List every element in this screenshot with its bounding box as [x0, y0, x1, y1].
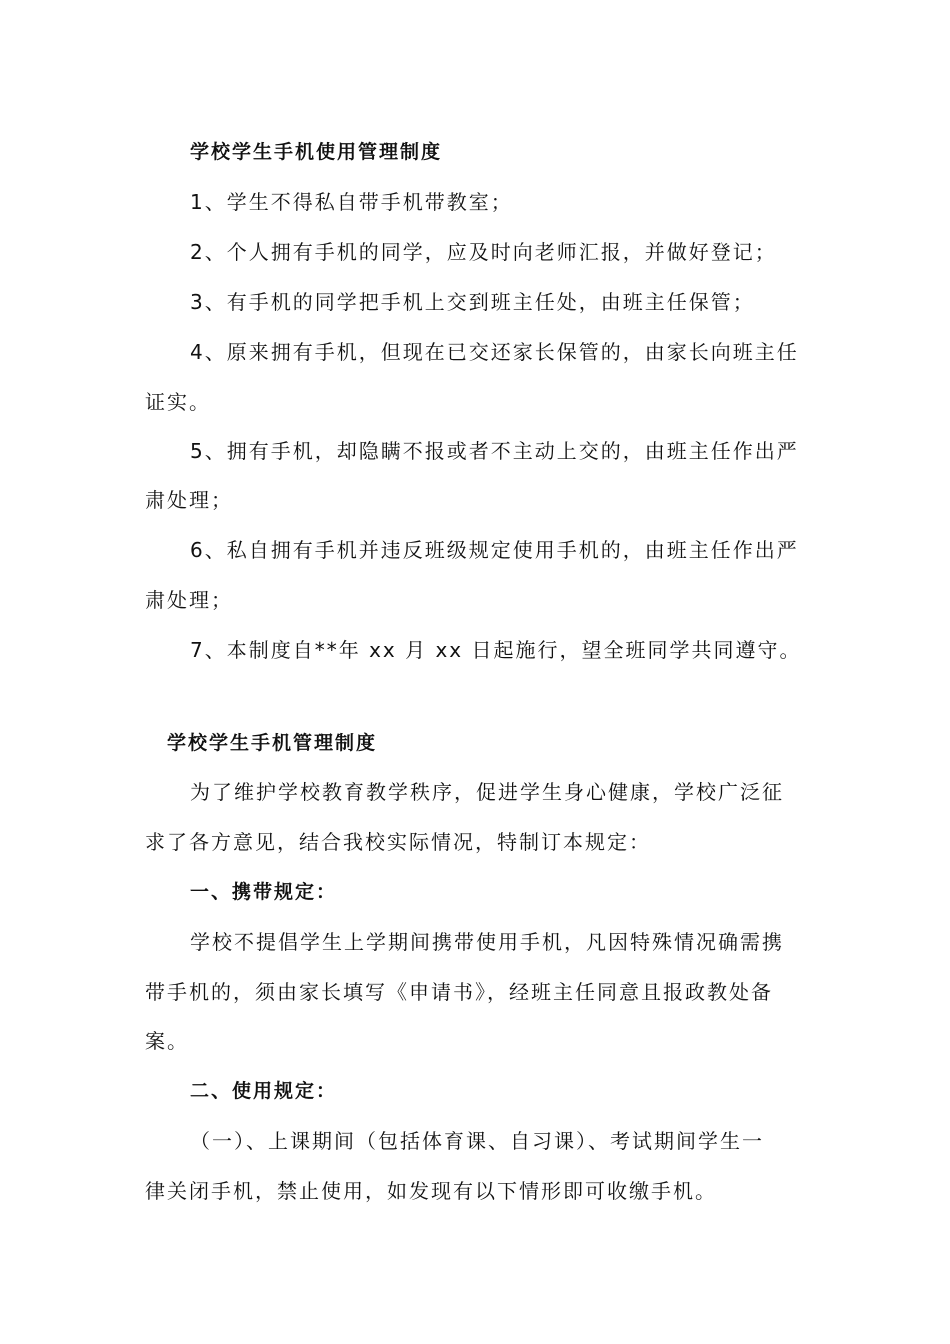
section1-item-5-cont: 肃处理； — [145, 488, 233, 512]
section1-item-6-cont: 肃处理； — [145, 588, 233, 612]
usage-rules-para-1: （一）、上课期间（包括体育课、自习课）、考试期间学生一 — [190, 1129, 764, 1153]
section2-intro-2: 求了各方意见，结合我校实际情况，特制订本规定： — [145, 830, 651, 854]
heading-carry-rules: 一、携带规定： — [190, 881, 338, 903]
carry-rules-para-2: 带手机的，须由家长填写《申请书》，经班主任同意且报政教处备 — [145, 980, 773, 1004]
heading-usage-rules: 二、使用规定： — [190, 1080, 338, 1102]
section1-title: 学校学生手机使用管理制度 — [190, 141, 443, 163]
section1-item-3: 3、有手机的同学把手机上交到班主任处，由班主任保管； — [190, 290, 755, 314]
section1-item-2: 2、个人拥有手机的同学，应及时向老师汇报，并做好登记； — [190, 240, 777, 264]
section2-intro-1: 为了维护学校教育教学秩序，促进学生身心健康，学校广泛征 — [190, 780, 784, 804]
usage-rules-para-2: 律关闭手机，禁止使用，如发现有以下情形即可收缴手机。 — [145, 1179, 717, 1203]
carry-rules-para-3: 案。 — [145, 1029, 189, 1053]
section1-item-4: 4、原来拥有手机，但现在已交还家长保管的，由家长向班主任 — [190, 340, 799, 364]
carry-rules-para-1: 学校不提倡学生上学期间携带使用手机，凡因特殊情况确需携 — [190, 930, 784, 954]
section1-item-5: 5、拥有手机，却隐瞒不报或者不主动上交的，由班主任作出严 — [190, 439, 799, 463]
section1-item-6: 6、私自拥有手机并违反班级规定使用手机的，由班主任作出严 — [190, 538, 799, 562]
section2-title: 学校学生手机管理制度 — [167, 732, 378, 754]
section1-item-4-cont: 证实。 — [145, 390, 211, 414]
section1-item-7: 7、本制度自**年 xx 月 xx 日起施行，望全班同学共同遵守。 — [190, 638, 802, 662]
section1-item-1: 1、学生不得私自带手机带教室； — [190, 190, 513, 214]
